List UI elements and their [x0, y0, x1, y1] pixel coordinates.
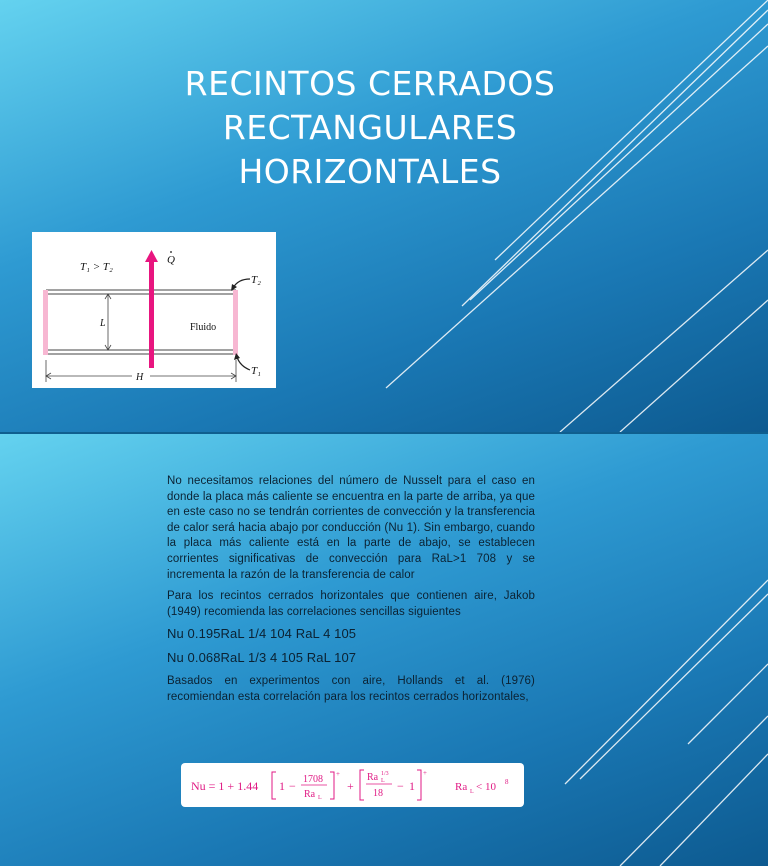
- height-label: L: [100, 318, 106, 329]
- top-temp-label: T₂: [251, 274, 261, 286]
- formula-svg: [181, 763, 524, 807]
- subscript: L: [470, 789, 474, 795]
- fraction-denominator: Ra: [304, 789, 316, 800]
- bracket-right: [417, 770, 421, 800]
- heat-label: Q: [167, 254, 175, 266]
- slide-title: [120, 62, 620, 194]
- bracket-right: [330, 772, 334, 799]
- bracket-left: [360, 770, 364, 800]
- deco-line: [560, 250, 768, 432]
- formula-one: 1: [409, 779, 415, 793]
- title-slide: [0, 0, 768, 432]
- bracket-superscript: +: [336, 770, 340, 778]
- fraction-numerator: Ra: [367, 772, 379, 783]
- equation-line: Nu 0.195RaL 1/4 104 RaL 4 105: [167, 626, 357, 642]
- fraction-numerator: 1708: [303, 774, 323, 785]
- equation-line: Nu 0.068RaL 1/3 4 105 RaL 107: [167, 650, 357, 666]
- formula-minus: −: [289, 779, 296, 793]
- hollands-formula: [181, 763, 524, 807]
- width-label: H: [136, 372, 144, 383]
- pointer-arrow-icon: [237, 357, 250, 370]
- left-wall: [43, 290, 48, 355]
- dot-accent: [170, 251, 172, 253]
- bracket-superscript: +: [423, 769, 427, 777]
- deco-line: [580, 594, 768, 779]
- formula-lhs: Nu = 1 + 1.44: [191, 779, 259, 793]
- bottom-temp-label: T₁: [251, 365, 261, 377]
- subscript: L: [381, 778, 385, 784]
- deco-line: [688, 664, 768, 744]
- paragraph: Para los recintos cerrados horizontales que contienen aire, Jakob (1949) recomienda las correlaciones sencillas siguientes: [167, 590, 535, 618]
- formula-minus: −: [397, 779, 404, 793]
- superscript: 1/3: [381, 771, 389, 777]
- body-text: [167, 474, 535, 712]
- subscript: L: [318, 795, 322, 801]
- formula-plus: +: [347, 779, 354, 793]
- enclosure-svg: [32, 232, 276, 388]
- right-wall: [233, 290, 238, 355]
- fraction-denominator: 18: [373, 788, 383, 799]
- paragraph: No necesitamos relaciones del número de Nusselt para el caso en donde la placa más caliente se encuentra en la parte de arriba, ya que en este caso no se tendrán corrientes de convección y la transferencia de calor será hacia abajo por conducción (Nu 1). Sin embargo, cuando la placa más caliente está en la parte de abajo, se establecen corrientes significativas de convección para RaL>1 708 y se incrementa la razón de la transferencia de calor: [167, 475, 535, 581]
- title-line: HORIZONTALES: [238, 152, 502, 191]
- formula-one: 1: [279, 779, 285, 793]
- deco-line: [620, 300, 768, 432]
- deco-line: [565, 580, 768, 784]
- title-line: RECINTOS CERRADOS: [184, 64, 556, 103]
- condition-rest: < 10: [476, 781, 496, 793]
- bracket-left: [272, 772, 276, 799]
- fluid-label: Fluido: [190, 322, 217, 333]
- heat-arrow-icon: [145, 250, 158, 262]
- title-line: RECTANGULARES: [222, 108, 518, 147]
- condition-label: T₁ > T₂: [80, 261, 113, 273]
- paragraph: Basados en experimentos con aire, Hollands et al. (1976) recomiendan esta correlación para los recintos cerrados horizontales,: [167, 675, 535, 703]
- heat-flow-bar: [149, 260, 154, 368]
- condition-ra: Ra: [455, 781, 468, 793]
- enclosure-diagram: [32, 232, 276, 388]
- superscript: 8: [505, 778, 509, 786]
